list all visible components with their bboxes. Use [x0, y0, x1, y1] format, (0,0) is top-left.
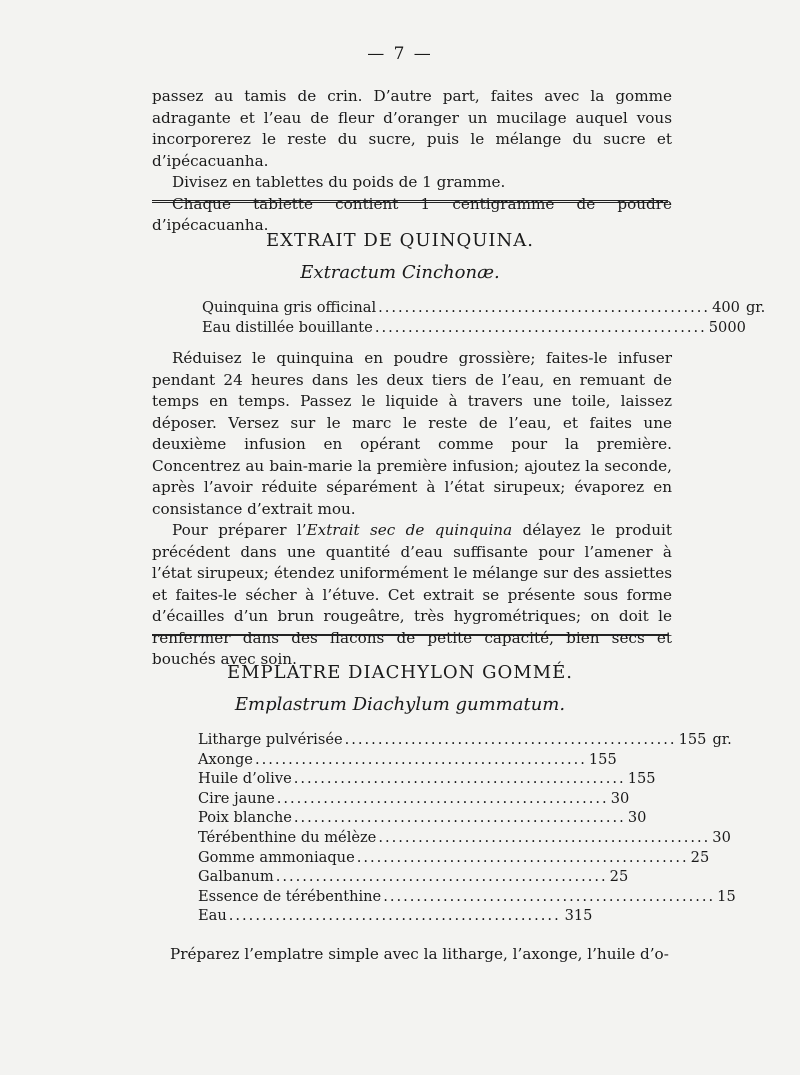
section-divider	[152, 200, 668, 203]
ingredient-list-emplatre	[198, 731, 736, 927]
ingredient-quantity: 30	[712, 828, 731, 846]
dot-leader: ..................................................	[275, 868, 608, 886]
intro-line-divide: Divisez en tablettes du poids de 1 gramme.	[172, 173, 506, 191]
ingredient-unit: gr.	[712, 731, 732, 748]
ingredient-quantity: 25	[609, 868, 629, 886]
ingredient-name: Eau distillée bouillante	[202, 318, 373, 336]
dot-leader: ..................................................	[293, 809, 626, 827]
ingredient-name: Axonge	[198, 750, 253, 768]
ingredient-quantity: 30	[610, 789, 630, 807]
ingredient-name: Eau	[198, 907, 227, 925]
preparation-paragraph: Réduisez le quinquina en poudre grossière; faites-le infuser pendant 24 heures dans les deux tiers de l’eau, en remuant de temps en temps. Passez le liquide à travers une toile, laissez déposer. Versez sur le marc le reste de l’eau, et faites une deuxième infusion en opérant comme pour la première. Concentrez au bain-marie la première infusion; ajoutez la seconde, après l’avoir réduite séparément à l’état sirupeux; évaporez en consistance d’extrait mou.	[152, 349, 672, 518]
ingredient-quantity: 155	[627, 770, 656, 788]
dry-extract-paragraph	[152, 520, 672, 671]
ingredient-quantity: 25	[690, 848, 710, 866]
ingredient-row	[198, 809, 647, 829]
ingredient-row	[198, 770, 656, 790]
dry-extract-intro: Pour préparer l’	[172, 521, 307, 539]
ingredient-quantity: 155	[678, 731, 707, 748]
dry-extract-text: délayez le produit précédent dans une quantité d’eau suffisante pour l’amener à l’état sirupeux; étendez uniformément le mélange sur des assiettes et faites-le sécher à l’étuve. Cet extrait se présente sous forme d’écailles d’un brun rougeâtre, très hygrométriques; on doit le renfermer dans des flacons de petite capacité, bien secs et bouchés avec soin.	[152, 521, 672, 668]
dot-leader: ..................................................	[228, 907, 561, 925]
ingredient-row	[198, 848, 710, 869]
ingredient-quantity: 400	[712, 299, 740, 316]
dot-leader: ..................................................	[374, 318, 707, 336]
ingredient-name: Galbanum	[198, 868, 274, 886]
section-divider	[152, 634, 668, 636]
ingredient-name: Cire jaune	[198, 789, 275, 807]
ingredient-row	[198, 887, 736, 908]
dot-leader: ..................................................	[383, 887, 716, 905]
ingredient-quantity: 5000	[708, 318, 746, 336]
ingredient-list-extrait	[202, 299, 766, 338]
dot-leader: ..................................................	[293, 770, 626, 788]
ingredient-row	[198, 868, 630, 888]
closing-line: Préparez l’emplatre simple avec la litharge, l’axonge, l’huile d’o-	[170, 945, 669, 963]
ingredient-unit: gr.	[745, 299, 766, 316]
latin-name-extrait: Extractum Cinchonæ.	[300, 262, 500, 283]
closing-text	[170, 944, 670, 966]
dot-leader: ..................................................	[254, 750, 587, 768]
ingredient-quantity: 30	[627, 809, 647, 827]
ingredient-name: Poix blanche	[198, 809, 292, 827]
ingredient-quantity: 15	[717, 887, 736, 905]
ingredient-name: Quinquina gris officinal	[202, 299, 377, 316]
dot-leader: ..................................................	[344, 731, 677, 748]
intro-text	[152, 86, 672, 237]
ingredient-row	[198, 907, 630, 927]
ingredient-row	[198, 828, 731, 849]
ingredient-name: Essence de térébenthine	[198, 887, 382, 905]
intro-line-dose: Chaque tablette contient 1 centigramme de poudre d’ipécacuanha.	[152, 194, 672, 234]
dot-leader: ..................................................	[378, 299, 711, 316]
page-number: — 7 —	[367, 44, 433, 64]
ingredient-quantity: 315	[564, 907, 593, 925]
intro-paragraph: passez au tamis de crin. D’autre part, faites avec la gomme adragante et l’eau de fleur d’oranger un mucilage auquel vous incorporerez le reste du sucre, puis le mélange du sucre et d’ipécacuanha.	[152, 87, 672, 170]
section-title-extrait: EXTRAIT DE QUINQUINA.	[266, 230, 534, 251]
ingredient-row	[198, 731, 732, 751]
ingredient-row	[198, 751, 630, 771]
section-title-emplatre: EMPLATRE DIACHYLON GOMMÉ.	[226, 662, 573, 683]
ingredient-row	[202, 318, 746, 339]
extrait-text	[152, 348, 672, 671]
dot-leader: ..................................................	[356, 848, 689, 866]
dot-leader: ..................................................	[378, 828, 711, 846]
ingredient-row	[198, 790, 630, 810]
ingredient-name: Gomme ammoniaque	[198, 848, 355, 866]
ingredient-row	[202, 299, 766, 319]
ingredient-quantity: 155	[588, 750, 617, 768]
dry-extract-name: Extrait sec de quinquina	[306, 521, 513, 539]
latin-name-emplatre: Emplastrum Diachylum gummatum.	[234, 694, 566, 715]
dot-leader: ..................................................	[276, 789, 609, 807]
ingredient-name: Litharge pulvérisée	[198, 731, 343, 748]
ingredient-name: Térébenthine du mélèze	[198, 828, 377, 846]
ingredient-name: Huile d’olive	[198, 770, 292, 788]
